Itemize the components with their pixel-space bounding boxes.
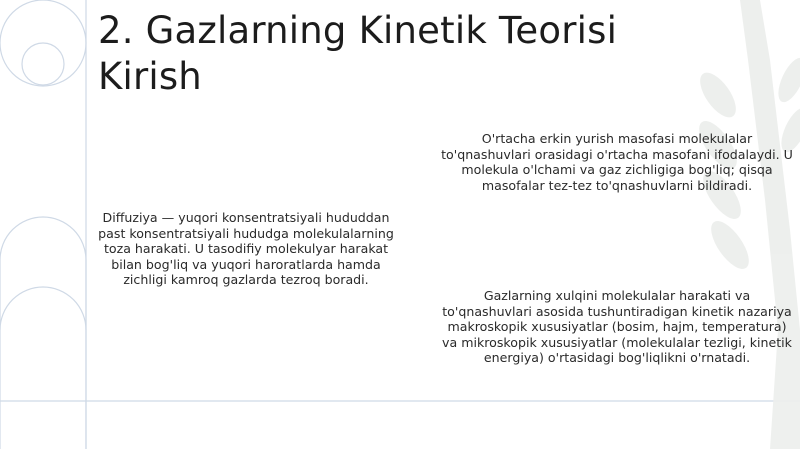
diffusion-paragraph: Diffuziya — yuqori konsentratsiyali hududdan past konsentratsiyali hududga molekulalarning toza harakati. U tasodifiy molekulyar harakat bilan bog'liq va yuqori haroratlarda hamda zichligi kamroq gazlarda tezroq boradi. [98, 210, 394, 288]
kinetic-theory-paragraph: Gazlarning xulqini molekulalar harakati va to'qnashuvlari asosida tushuntiradigan kinetik nazariya makroskopik xususiyatlar (bosim, hajm, temperatura) va mikroskopik xususiyatlar (molekulalar tezligi, kinetik energiya) o'rtasidagi bog'liqlikni o'rnatadi. [442, 288, 792, 366]
arch-outline [0, 217, 86, 449]
mean-free-path-paragraph: O'rtacha erkin yurish masofasi molekulalar to'qnashuvlari orasidagi o'rtacha masofani ifodalaydi. U molekula o'lchami va gaz zichligiga bog'liq; qisqa masofalar tez-tez to'qnashuvlarni bildiradi. [441, 131, 793, 193]
slide-title-line-1: 2. Gazlarning Kinetik Teorisi [98, 9, 618, 52]
slide-title [98, 8, 738, 100]
small-circle [22, 43, 64, 85]
inner-arch [0, 287, 86, 330]
slide-title-line-2: Kirish [98, 55, 202, 98]
